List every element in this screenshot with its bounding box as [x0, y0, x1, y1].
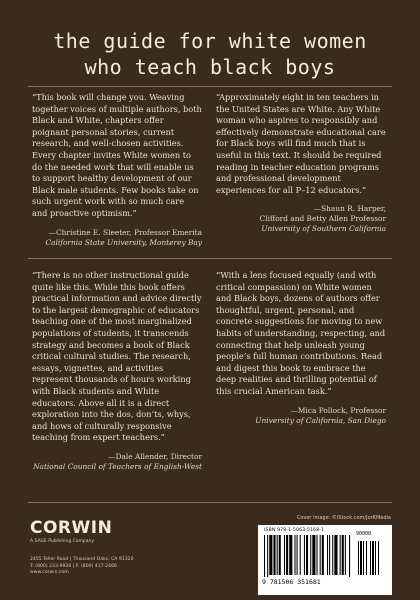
- quote-attribution: [32, 452, 202, 472]
- quote-text: “There is no other instructional guide quite like this. While this book offers practical information and advice directly to the largest demographic of educators teaching one of the most marginalized populations of students, it transcends strategy and becomes a book of Black critical cultural studies. The research, essays, vignettes, and activities represent thousands of hours working with Black students and White educators. Above all it is a direct exploration into the dos, don’ts, whys, and hows of culturally responsive teaching from expert teachers.”: [32, 270, 202, 443]
- publisher-tagline: A SAGE Publishing Company: [30, 539, 95, 544]
- quote-author: —Shaun R. Harper,: [313, 204, 386, 214]
- endorsement-sleeter: [32, 92, 202, 248]
- quote-affiliation: National Council of Teachers of English-West: [33, 461, 202, 471]
- title-line-1: the guide for white women: [53, 29, 367, 53]
- quote-text: “Approximately eight in ten teachers in the United States are White. Any White woman who aspires to responsibly and effectively demonstrate educational care for Black boys will find much that is useful in this text. It should be required reading in teacher education programs and professional development experiences for all P–12 educators.”: [216, 92, 386, 195]
- endorsement-harper: [216, 92, 386, 234]
- quote-text: “With a lens focused equally (and with critical compassion) on White women and Black boys, dozens of authors offer thoughtful, urgent, personal, and concrete suggestions for moving to new habits of understanding, respecting, and connecting that help unleash young people’s full human contributions. Read and digest this book to embrace the deep realities and thrilling potential of this crucial American task.”: [216, 270, 386, 396]
- quote-affiliation: University of California, San Diego: [255, 415, 386, 425]
- quote-author: —Christine E. Sleeter, Professor Emerita: [48, 227, 202, 237]
- divider-middle: [28, 258, 392, 259]
- quote-attribution: [32, 228, 202, 248]
- quote-author: —Dale Allender, Director: [108, 451, 202, 461]
- title-line-2: who teach black boys: [84, 55, 336, 79]
- quote-attribution: [216, 406, 386, 426]
- quote-author-title: Clifford and Betty Allen Professor: [259, 214, 386, 224]
- divider-top: [28, 86, 392, 87]
- quote-attribution: [216, 204, 386, 234]
- publisher-address: [30, 557, 134, 577]
- quote-affiliation: University of Southern California: [261, 224, 386, 234]
- book-title: [0, 28, 420, 80]
- back-cover-footer: [0, 510, 420, 600]
- barcode-panel: [258, 525, 392, 595]
- address-line-1: 2455 Teller Road | Thousand Oaks, CA 91320: [30, 557, 134, 562]
- endorsement-pollock: [216, 270, 386, 426]
- isbn-label: ISBN 978-1-5063-5168-1: [264, 528, 325, 533]
- cover-image-credit: Cover image: ©iStock.com/JorKMedia: [296, 515, 391, 521]
- publisher-logo: CORWIN: [30, 518, 113, 538]
- endorsement-allender: [32, 270, 202, 472]
- barcode-icon: [264, 535, 386, 577]
- price-code: 90000: [356, 531, 372, 537]
- divider-bottom: [28, 502, 392, 503]
- address-line-2: T: (800) 233-9936 | F: (800) 417-2466: [30, 563, 117, 569]
- quote-author: —Mica Pollock, Professor: [290, 405, 386, 415]
- isbn-digits: 9 781506 351681: [262, 578, 321, 586]
- quote-affiliation: California State University, Monterey Bay: [45, 237, 202, 247]
- publisher-website: www.corwin.com: [30, 570, 69, 575]
- quote-text: “This book will change you. Weaving together voices of multiple authors, both Black and White, chapters offer poignant personal stories, current research, and well-chosen activities. Every chapter invites White women to do the needed work that will enable us to support healthy development of our Black male students. Few books take on such urgent work with so much care and proactive optimism.”: [32, 92, 202, 218]
